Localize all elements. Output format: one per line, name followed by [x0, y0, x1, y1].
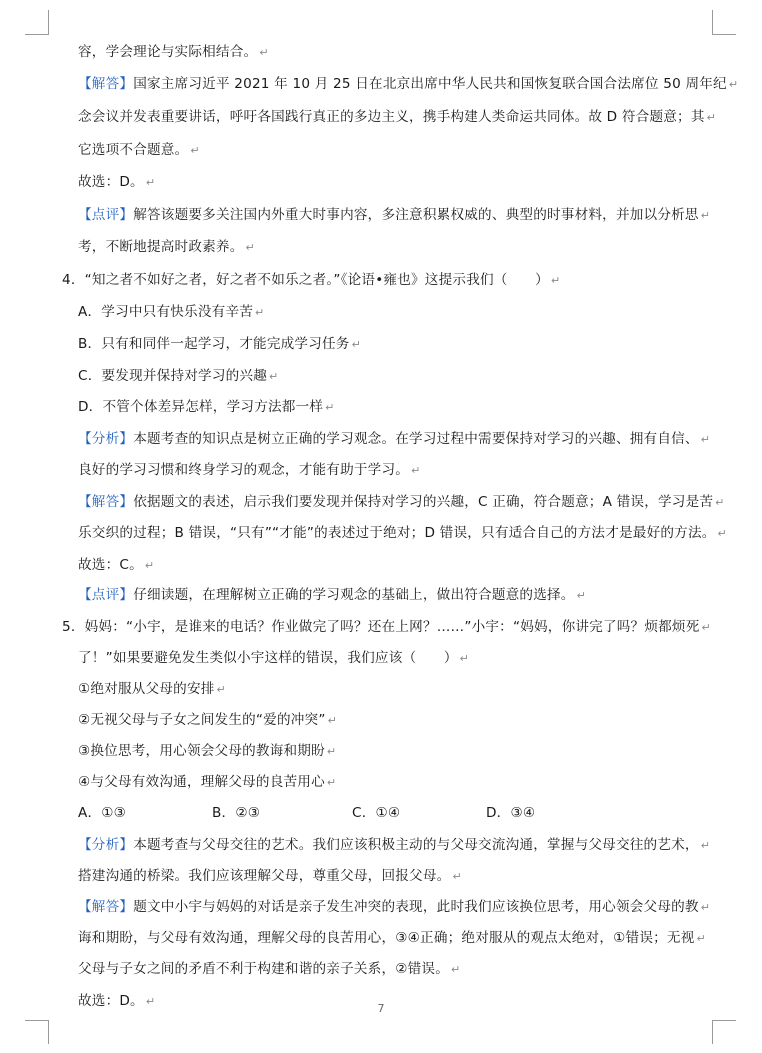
- line-text: 故选：D。: [78, 174, 144, 190]
- text-line: [78, 835, 712, 856]
- paragraph-mark-icon: ↵: [216, 683, 226, 696]
- paragraph-mark-icon: ↵: [696, 932, 706, 945]
- text-line: [78, 140, 712, 161]
- paragraph-mark-icon: ↵: [550, 274, 561, 287]
- line-text: 仔细读题，在理解树立正确的学习观念的基础上，做出符合题意的选择。: [133, 587, 575, 603]
- line-text: 念会议并发表重要讲话，呼吁各国践行真正的多边主义，携手构建人类命运共同体。故 D 符合题意；其: [78, 109, 705, 125]
- text-line: [78, 492, 725, 513]
- section-tag: 【解答】: [78, 899, 134, 915]
- option-1: B．②③: [212, 805, 261, 821]
- text-line: [78, 741, 712, 762]
- line-text: 乐交织的过程；B 错误，“只有”“才能”的表述过于绝对；D 错误，只有适合自己的方法才是最好的方法。: [78, 525, 716, 541]
- text-line: [78, 460, 712, 481]
- text-line: [78, 107, 717, 128]
- text-line: [78, 42, 712, 63]
- text-line: [78, 959, 712, 980]
- crop-mark-bottom-left: [48, 1020, 49, 1044]
- text-line: [78, 772, 712, 793]
- line-text: 搭建沟通的桥梁。我们应该理解父母，尊重父母，回报父母。: [78, 868, 451, 884]
- text-line: [78, 429, 712, 450]
- text-line: [78, 866, 712, 887]
- line-text: 诲和期盼，与父母有效沟通，理解父母的良苦用心，③④正确；绝对服从的观点太绝对，①错误；无视: [78, 930, 695, 946]
- paragraph-mark-icon: ↵: [459, 652, 470, 665]
- crop-mark-top-right-h: [712, 34, 736, 35]
- line-text: “知之者不如好之者，好之者不如乐之者。”《论语•雍也》这提示我们（ ）: [84, 272, 549, 288]
- text-line: [78, 585, 712, 606]
- crop-mark-top-left: [48, 10, 49, 34]
- line-text: ③换位思考，用心领会父母的教诲和期盼: [78, 743, 325, 759]
- line-text: 容，学会理论与实际相结合。: [78, 44, 258, 60]
- option-2: C．①④: [352, 805, 401, 821]
- line-text: 题文中小宇与妈妈的对话是亲子发生冲突的表现，此时我们应该换位思考，用心领会父母的教: [133, 899, 699, 915]
- paragraph-mark-icon: ↵: [700, 901, 711, 914]
- line-text: 本题考查与父母交往的艺术。我们应该积极主动的与父母交流沟通，掌握与父母交往的艺术，: [133, 837, 699, 853]
- section-tag: 【解答】: [78, 76, 134, 92]
- paragraph-mark-icon: ↵: [411, 464, 421, 477]
- line-text: 国家主席习近平 2021 年 10 月 25 日在北京出席中华人民共和国恢复联合国合法席位 50 周年纪: [133, 76, 727, 92]
- line-text: ②无视父母与子女之间发生的“爱的冲突”: [78, 712, 326, 728]
- section-tag: 【解答】: [78, 494, 134, 510]
- line-text: 考，不断地提高时政素养。: [78, 239, 244, 255]
- line-text: ①绝对服从父母的安排: [78, 681, 215, 697]
- text-line: [78, 334, 712, 355]
- paragraph-mark-icon: ↵: [717, 527, 727, 540]
- line-text: 它选项不合题意。: [78, 142, 189, 158]
- text-line: [78, 366, 712, 387]
- paragraph-mark-icon: ↵: [326, 745, 337, 758]
- text-line: [78, 928, 712, 949]
- paragraph-mark-icon: ↵: [715, 496, 725, 509]
- crop-mark-top-left-h: [25, 34, 49, 35]
- text-line: [78, 555, 712, 576]
- paragraph-mark-icon: ↵: [326, 776, 337, 789]
- line-text: D．不管个体差异怎样，学习方法都一样: [78, 399, 324, 415]
- section-tag: 【点评】: [78, 207, 134, 223]
- question-number: 5．: [62, 619, 85, 635]
- line-text: 妈妈：“小宇，是谁来的电话？作业做完了吗？还在上网？……”小宇：“妈妈，你讲完了吗？烦都烦死: [84, 619, 700, 635]
- line-text: 依据题文的表述，启示我们要发现并保持对学习的兴趣，C 正确，符合题意；A 错误，学习是苦: [133, 494, 714, 510]
- paragraph-mark-icon: ↵: [259, 46, 269, 59]
- paragraph-mark-icon: ↵: [351, 338, 362, 351]
- line-text: 本题考查的知识点是树立正确的学习观念。在学习过程中需要保持对学习的兴趣、拥有自信、: [133, 431, 699, 447]
- paragraph-mark-icon: ↵: [145, 995, 156, 1008]
- page-number: 7: [377, 1002, 385, 1015]
- line-text: 故选：D。: [78, 993, 144, 1009]
- line-text: 故选：C。: [78, 557, 143, 573]
- text-line: [78, 523, 727, 544]
- paragraph-mark-icon: ↵: [700, 433, 711, 446]
- line-text: ④与父母有效沟通，理解父母的良苦用心: [78, 774, 325, 790]
- line-text: 良好的学习习惯和终身学习的观念，才能有助于学习。: [78, 462, 410, 478]
- text-line: [78, 679, 712, 700]
- text-line: [78, 74, 739, 95]
- paragraph-mark-icon: ↵: [576, 589, 587, 602]
- section-tag: 【分析】: [78, 431, 134, 447]
- crop-mark-bottom-right-h: [712, 1020, 736, 1021]
- paragraph-mark-icon: ↵: [701, 621, 711, 634]
- text-line: [78, 897, 712, 918]
- text-line: [78, 237, 712, 258]
- line-text: 了！”如果要避免发生类似小宇这样的错误，我们应该（ ）: [78, 650, 458, 666]
- crop-mark-bottom-right: [712, 1020, 713, 1044]
- paragraph-mark-icon: ↵: [245, 241, 255, 254]
- option-3: D．③④: [486, 805, 536, 821]
- question-number: 4．: [62, 272, 85, 288]
- line-text: C．要发现并保持对学习的兴趣: [78, 368, 268, 384]
- paragraph-mark-icon: ↵: [325, 401, 335, 414]
- crop-mark-top-right: [712, 10, 713, 34]
- section-tag: 【分析】: [78, 837, 134, 853]
- text-line: [78, 648, 712, 669]
- text-line: [78, 172, 712, 193]
- paragraph-mark-icon: ↵: [706, 111, 717, 124]
- line-text: A．学习中只有快乐没有辛苦: [78, 304, 254, 320]
- paragraph-mark-icon: ↵: [144, 559, 155, 572]
- text-line: [78, 710, 712, 731]
- paragraph-mark-icon: ↵: [700, 209, 711, 222]
- section-tag: 【点评】: [78, 587, 134, 603]
- paragraph-mark-icon: ↵: [728, 78, 739, 91]
- question-line: [62, 270, 712, 291]
- crop-mark-bottom-left-h: [25, 1020, 49, 1021]
- paragraph-mark-icon: ↵: [327, 714, 337, 727]
- paragraph-mark-icon: ↵: [269, 370, 279, 383]
- line-text: 解答该题要多关注国内外重大时事内容，多注意积累权威的、典型的时事材料，并加以分析思: [133, 207, 699, 223]
- text-line: [78, 397, 712, 418]
- paragraph-mark-icon: ↵: [451, 963, 461, 976]
- option-0: A．①③: [78, 805, 127, 821]
- line-text: 父母与子女之间的矛盾不利于构建和谐的亲子关系，②错误。: [78, 961, 450, 977]
- paragraph-mark-icon: ↵: [452, 870, 462, 883]
- line-text: B．只有和同伴一起学习，才能完成学习任务: [78, 336, 350, 352]
- paragraph-mark-icon: ↵: [255, 306, 265, 319]
- text-line: [78, 302, 712, 323]
- question-line: [62, 617, 712, 638]
- paragraph-mark-icon: ↵: [145, 176, 156, 189]
- text-line: [78, 205, 712, 226]
- paragraph-mark-icon: ↵: [700, 839, 711, 852]
- paragraph-mark-icon: ↵: [190, 144, 200, 157]
